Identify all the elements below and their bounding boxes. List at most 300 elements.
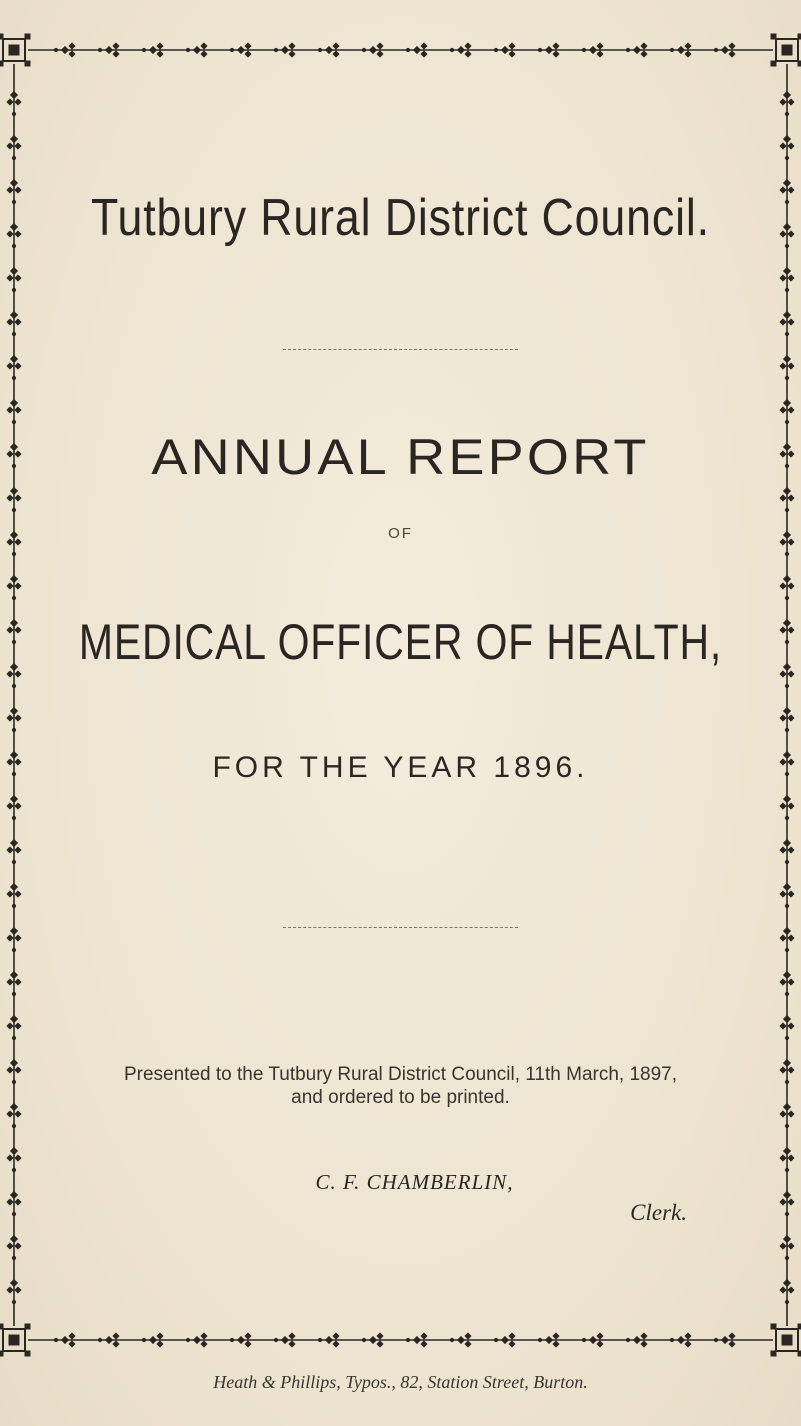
border-ornament (15, 99, 21, 105)
border-ornament (784, 708, 791, 715)
border-dot (785, 596, 788, 599)
border-ornament (788, 583, 794, 589)
border-ornament (678, 1337, 685, 1344)
border-ornament (11, 576, 18, 583)
border-dot (12, 156, 15, 159)
border-dot (186, 1338, 189, 1341)
report-subject: MEDICAL OFFICER OF HEALTH, (78, 614, 723, 670)
border-ornament (69, 51, 75, 57)
border-ornament (11, 708, 18, 715)
border-dot (450, 48, 453, 51)
border-dot (230, 1338, 233, 1341)
corner-ornament (25, 61, 30, 66)
border-ornament (150, 1337, 157, 1344)
border-dot (406, 1338, 409, 1341)
border-dot (12, 904, 15, 907)
corner-ornament (0, 1324, 3, 1329)
border-ornament (414, 47, 421, 54)
border-ornament (245, 1333, 251, 1339)
border-ornament (780, 1243, 786, 1249)
border-ornament (69, 43, 75, 49)
border-ornament (421, 43, 427, 49)
border-ornament (780, 671, 786, 677)
border-dot (12, 200, 15, 203)
border-ornament (11, 224, 18, 231)
corner-ornament (9, 1335, 19, 1345)
border-ornament (509, 43, 515, 49)
border-ornament (245, 43, 251, 49)
corner-ornament (782, 45, 792, 55)
border-ornament (780, 187, 786, 193)
border-ornament (780, 99, 786, 105)
border-ornament (326, 1337, 333, 1344)
border-ornament (597, 1333, 603, 1339)
border-ornament (784, 1016, 791, 1023)
border-ornament (333, 51, 339, 57)
border-ornament (106, 1337, 113, 1344)
border-ornament (458, 1337, 465, 1344)
report-year: FOR THE YEAR 1896. (212, 751, 589, 784)
border-ornament (15, 1243, 21, 1249)
border-ornament (546, 1337, 553, 1344)
border-ornament (780, 627, 786, 633)
border-ornament (780, 275, 786, 281)
border-dot (582, 1338, 585, 1341)
border-ornament (194, 1337, 201, 1344)
border-ornament (729, 1341, 735, 1347)
border-dot (12, 640, 15, 643)
border-dot (12, 1256, 15, 1259)
border-ornament (780, 143, 786, 149)
border-ornament (7, 1111, 13, 1117)
border-ornament (113, 1333, 119, 1339)
of-label: OF (388, 525, 413, 542)
divider-rule-top (283, 349, 518, 350)
border-dot (785, 1300, 788, 1303)
printer-imprint: Heath & Phillips, Typos., 82, Station Street, Burton. (213, 1372, 588, 1392)
border-ornament (150, 47, 157, 54)
border-ornament (377, 43, 383, 49)
border-ornament (597, 51, 603, 57)
border-ornament (780, 495, 786, 501)
border-ornament (553, 1333, 559, 1339)
border-ornament (282, 47, 289, 54)
border-ornament (15, 1023, 21, 1029)
border-dot (785, 420, 788, 423)
council-title: Tutbury Rural District Council. (91, 189, 710, 247)
presentation-line-2: and ordered to be printed. (291, 1087, 510, 1108)
border-dot (12, 1036, 15, 1039)
border-ornament (7, 935, 13, 941)
border-ornament (784, 400, 791, 407)
border-dot (785, 552, 788, 555)
border-dot (12, 1212, 15, 1215)
border-dot (626, 48, 629, 51)
border-ornament (788, 1155, 794, 1161)
border-ornament (15, 935, 21, 941)
border-dot (785, 728, 788, 731)
border-ornament (784, 972, 791, 979)
clerk-title: Clerk. (630, 1200, 687, 1225)
border-ornament (15, 275, 21, 281)
border-ornament (780, 1287, 786, 1293)
border-ornament (784, 1236, 791, 1243)
border-ornament (7, 1023, 13, 1029)
border-ornament (15, 891, 21, 897)
border-ornament (282, 1337, 289, 1344)
border-ornament (458, 47, 465, 54)
border-ornament (780, 363, 786, 369)
border-ornament (15, 143, 21, 149)
border-dot (785, 860, 788, 863)
border-ornament (685, 43, 691, 49)
border-ornament (113, 43, 119, 49)
border-dot (582, 48, 585, 51)
border-dot (494, 48, 497, 51)
border-dot (12, 1300, 15, 1303)
border-ornament (11, 1016, 18, 1023)
border-ornament (465, 1341, 471, 1347)
border-ornament (15, 583, 21, 589)
border-ornament (15, 1111, 21, 1117)
border-ornament (784, 136, 791, 143)
border-ornament (590, 47, 597, 54)
border-ornament (377, 1333, 383, 1339)
border-dot (785, 948, 788, 951)
border-ornament (788, 319, 794, 325)
border-ornament (780, 407, 786, 413)
border-ornament (201, 1333, 207, 1339)
border-ornament (11, 928, 18, 935)
border-ornament (784, 664, 791, 671)
border-ornament (788, 1111, 794, 1117)
border-ornament (641, 1333, 647, 1339)
border-ornament (788, 935, 794, 941)
border-ornament (784, 1148, 791, 1155)
border-ornament (7, 847, 13, 853)
border-ornament (678, 47, 685, 54)
border-dot (12, 552, 15, 555)
border-ornament (157, 1333, 163, 1339)
border-ornament (788, 143, 794, 149)
border-ornament (11, 664, 18, 671)
corner-ornament (0, 34, 3, 39)
border-ornament (788, 275, 794, 281)
border-ornament (780, 979, 786, 985)
border-dot (785, 1036, 788, 1039)
border-dot (785, 684, 788, 687)
border-dot (785, 992, 788, 995)
border-dot (538, 48, 541, 51)
border-ornament (11, 180, 18, 187)
border-dot (318, 1338, 321, 1341)
border-ornament (597, 43, 603, 49)
border-ornament (780, 715, 786, 721)
border-ornament (553, 51, 559, 57)
border-ornament (377, 1341, 383, 1347)
border-dot (714, 48, 717, 51)
corner-ornament (771, 61, 776, 66)
border-ornament (7, 231, 13, 237)
border-ornament (784, 884, 791, 891)
border-dot (54, 1338, 57, 1341)
border-ornament (780, 319, 786, 325)
border-ornament (780, 1199, 786, 1205)
border-ornament (15, 363, 21, 369)
border-ornament (7, 1155, 13, 1161)
border-ornament (7, 143, 13, 149)
border-ornament (326, 47, 333, 54)
border-dot (450, 1338, 453, 1341)
border-ornament (370, 1337, 377, 1344)
corner-ornament (0, 1351, 3, 1356)
border-ornament (7, 99, 13, 105)
border-ornament (11, 1236, 18, 1243)
border-ornament (590, 1337, 597, 1344)
border-ornament (788, 99, 794, 105)
border-ornament (62, 1337, 69, 1344)
border-ornament (15, 803, 21, 809)
border-ornament (509, 1341, 515, 1347)
border-ornament (788, 1287, 794, 1293)
border-ornament (7, 891, 13, 897)
border-dot (12, 288, 15, 291)
border-ornament (788, 715, 794, 721)
border-ornament (788, 231, 794, 237)
corner-ornament (771, 1351, 776, 1356)
border-ornament (641, 1341, 647, 1347)
border-ornament (11, 884, 18, 891)
border-ornament (7, 1287, 13, 1293)
border-dot (12, 508, 15, 511)
border-ornament (788, 495, 794, 501)
border-ornament (788, 407, 794, 413)
border-ornament (465, 1333, 471, 1339)
border-dot (714, 1338, 717, 1341)
border-dot (785, 376, 788, 379)
corner-ornament (25, 1324, 30, 1329)
border-dot (785, 1212, 788, 1215)
border-dot (12, 596, 15, 599)
border-ornament (11, 312, 18, 319)
border-ornament (333, 1333, 339, 1339)
border-ornament (7, 627, 13, 633)
border-ornament (7, 715, 13, 721)
border-ornament (784, 840, 791, 847)
corner-ornament (771, 34, 776, 39)
border-ornament (194, 47, 201, 54)
border-ornament (69, 1341, 75, 1347)
border-dot (785, 816, 788, 819)
border-ornament (729, 43, 735, 49)
border-ornament (780, 935, 786, 941)
border-ornament (784, 488, 791, 495)
border-ornament (780, 231, 786, 237)
border-ornament (780, 1111, 786, 1117)
border-ornament (784, 576, 791, 583)
border-ornament (289, 1341, 295, 1347)
border-ornament (421, 1333, 427, 1339)
border-dot (785, 200, 788, 203)
border-ornament (780, 847, 786, 853)
border-ornament (7, 803, 13, 809)
border-dot (274, 48, 277, 51)
border-dot (785, 1256, 788, 1259)
border-dot (12, 684, 15, 687)
border-ornament (245, 51, 251, 57)
border-dot (142, 48, 145, 51)
border-ornament (421, 1341, 427, 1347)
border-ornament (788, 847, 794, 853)
border-ornament (780, 1023, 786, 1029)
border-ornament (7, 1199, 13, 1205)
border-ornament (7, 583, 13, 589)
border-ornament (11, 92, 18, 99)
border-ornament (11, 1148, 18, 1155)
border-dot (785, 332, 788, 335)
border-ornament (238, 1337, 245, 1344)
border-ornament (7, 187, 13, 193)
border-ornament (15, 407, 21, 413)
border-dot (785, 112, 788, 115)
border-ornament (509, 1333, 515, 1339)
border-ornament (553, 1341, 559, 1347)
border-ornament (780, 891, 786, 897)
border-ornament (15, 1155, 21, 1161)
border-ornament (238, 47, 245, 54)
border-ornament (685, 1341, 691, 1347)
border-dot (362, 1338, 365, 1341)
border-dot (626, 1338, 629, 1341)
border-ornament (11, 972, 18, 979)
border-dot (12, 332, 15, 335)
border-ornament (729, 51, 735, 57)
divider-rule-bottom (283, 927, 518, 928)
border-dot (230, 48, 233, 51)
border-ornament (11, 488, 18, 495)
border-ornament (788, 1023, 794, 1029)
corner-ornament (25, 34, 30, 39)
border-ornament (641, 51, 647, 57)
border-ornament (784, 92, 791, 99)
border-ornament (780, 803, 786, 809)
border-ornament (784, 796, 791, 803)
border-dot (318, 48, 321, 51)
border-ornament (15, 231, 21, 237)
border-ornament (7, 363, 13, 369)
border-dot (274, 1338, 277, 1341)
border-ornament (15, 979, 21, 985)
border-dot (12, 112, 15, 115)
border-ornament (11, 796, 18, 803)
border-ornament (201, 1341, 207, 1347)
border-ornament (106, 47, 113, 54)
border-ornament (502, 1337, 509, 1344)
border-dot (785, 904, 788, 907)
border-ornament (333, 43, 339, 49)
corner-ornament (771, 1324, 776, 1329)
border-ornament (15, 495, 21, 501)
border-dot (12, 420, 15, 423)
corner-ornament (782, 1335, 792, 1345)
border-ornament (546, 47, 553, 54)
border-ornament (784, 1280, 791, 1287)
border-dot (12, 1124, 15, 1127)
border-ornament (784, 268, 791, 275)
border-ornament (597, 1341, 603, 1347)
border-ornament (465, 43, 471, 49)
border-ornament (414, 1337, 421, 1344)
border-ornament (15, 1199, 21, 1205)
border-dot (12, 992, 15, 995)
border-ornament (157, 43, 163, 49)
border-ornament (333, 1341, 339, 1347)
border-ornament (685, 1333, 691, 1339)
border-ornament (377, 51, 383, 57)
border-ornament (788, 671, 794, 677)
border-ornament (11, 1280, 18, 1287)
border-ornament (15, 1287, 21, 1293)
border-dot (98, 1338, 101, 1341)
border-dot (670, 1338, 673, 1341)
border-dot (12, 376, 15, 379)
border-ornament (502, 47, 509, 54)
border-ornament (15, 715, 21, 721)
border-ornament (634, 1337, 641, 1344)
border-ornament (465, 51, 471, 57)
border-ornament (201, 51, 207, 57)
border-dot (406, 48, 409, 51)
border-ornament (509, 51, 515, 57)
border-ornament (729, 1333, 735, 1339)
border-ornament (788, 803, 794, 809)
border-ornament (11, 136, 18, 143)
border-ornament (788, 979, 794, 985)
border-ornament (634, 47, 641, 54)
border-ornament (289, 51, 295, 57)
border-ornament (11, 268, 18, 275)
border-ornament (11, 620, 18, 627)
border-ornament (784, 224, 791, 231)
border-ornament (201, 43, 207, 49)
border-ornament (780, 1155, 786, 1161)
border-dot (670, 48, 673, 51)
border-ornament (7, 319, 13, 325)
border-ornament (784, 620, 791, 627)
border-ornament (553, 43, 559, 49)
border-ornament (113, 51, 119, 57)
border-ornament (15, 671, 21, 677)
border-ornament (788, 627, 794, 633)
border-dot (494, 1338, 497, 1341)
border-ornament (780, 583, 786, 589)
border-ornament (11, 840, 18, 847)
border-ornament (788, 363, 794, 369)
border-ornament (7, 495, 13, 501)
border-ornament (157, 51, 163, 57)
border-ornament (11, 356, 18, 363)
border-ornament (11, 400, 18, 407)
clerk-signature (0, 1170, 801, 1195)
border-ornament (62, 47, 69, 54)
border-ornament (685, 51, 691, 57)
border-ornament (69, 1333, 75, 1339)
border-dot (785, 640, 788, 643)
border-ornament (421, 51, 427, 57)
border-ornament (7, 1243, 13, 1249)
presentation-note (0, 1063, 801, 1109)
border-dot (538, 1338, 541, 1341)
